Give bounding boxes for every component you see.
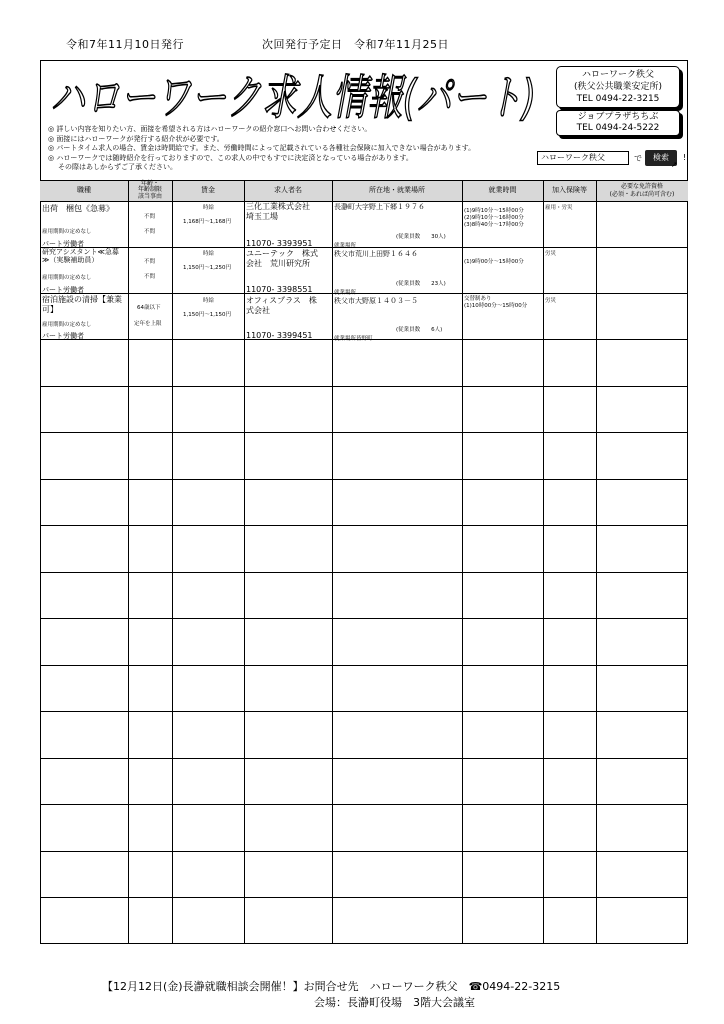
job-address: 秩父市大野原１４０３－５ — [334, 297, 418, 305]
footer-venue-line: 会場：長瀞町役場 3階大会議室 — [314, 996, 475, 1009]
footer-event-line: 【12月12日(金)長瀞就職相談会開催！】お問合せ先 ハローワーク秩父 ☎0494-22-3215 — [102, 980, 561, 993]
age-limit: 不問 — [144, 259, 156, 265]
job-number: 11070- 3398551 — [246, 285, 313, 294]
col-divider — [128, 180, 129, 944]
row-divider — [40, 851, 688, 852]
work-hours: (1)9時00分～15時00分 — [464, 259, 524, 265]
work-place-label: 就業場所 — [334, 336, 357, 342]
notice-item: ◎ 詳しい内容を知りたい方、面接を希望される方はハローワークの紹介窓口へお問い合わせください。 — [48, 125, 372, 133]
employee-count: (従業員数 6人) — [396, 327, 443, 333]
next-issue-date: 次回発行予定日 令和7年11月25日 — [262, 38, 449, 51]
row-divider — [40, 247, 688, 248]
age-reason: 不問 — [144, 229, 156, 235]
notice-item: ◎ パートタイム求人の場合、賃金は時間給です。また、労働時間によって記載されている各種社会保険に加入できない場合があります。 — [48, 144, 476, 152]
plaza-contact-box — [556, 110, 680, 136]
job-title: 宿泊施設の清掃【兼業可】 — [42, 295, 122, 314]
col-divider — [543, 180, 544, 944]
notice-item: ◎ 面接にはハローワークが発行する紹介状が必要です。 — [48, 134, 224, 143]
header-hours: 就業時間 — [488, 186, 517, 194]
job-number: 11070- 3399451 — [246, 331, 313, 340]
job-address: 秩父市荒川上田野１６４６ — [334, 250, 418, 258]
company-name: 三化工業株式会社 埼玉工場 — [246, 202, 310, 221]
insurance: 労災 — [545, 251, 557, 257]
header-location: 所在地・就業場所 — [369, 186, 425, 194]
search-de-text: で — [634, 154, 642, 163]
row-divider — [40, 711, 688, 712]
header-wage: 賃金 — [201, 186, 215, 194]
wage-type: 時給 — [203, 205, 215, 211]
employee-count: (従業員数 23人) — [396, 281, 446, 287]
search-button[interactable]: 検索 — [645, 150, 677, 166]
banner-title-text: ハローワーク求人情報(パート) — [50, 70, 536, 124]
job-title: 出荷 梱包《急募》 — [42, 204, 114, 213]
office-tel: TEL 0494-22-3215 — [576, 94, 660, 104]
search-input[interactable]: ハローワーク秩父 — [537, 151, 629, 165]
col-divider — [596, 180, 597, 944]
row-divider — [40, 897, 688, 898]
row-divider — [40, 804, 688, 805]
job-number: 11070- 3393951 — [246, 239, 313, 248]
work-place-label: 就業場所 — [334, 290, 357, 296]
wage-type: 時給 — [203, 251, 215, 257]
header-license: 必要な免許資格 (必須・あれば尚可含む) — [609, 182, 675, 198]
row-divider — [40, 432, 688, 433]
plaza-tel: TEL 0494-24-5222 — [576, 123, 660, 133]
wage-range: 1,150円～1,250円 — [183, 265, 231, 271]
row-divider — [40, 572, 688, 573]
office-name: ハローワーク秩父 — [581, 70, 654, 80]
employment-period: 雇用期間の定めなし — [42, 275, 92, 281]
col-divider — [332, 180, 333, 944]
issue-date: 令和7年11月10日発行 — [66, 38, 184, 51]
wage-range: 1,168円～1,168円 — [183, 219, 231, 225]
header-age: 年齢・ 年齢制限 該当事由 — [137, 179, 162, 200]
row-divider — [40, 758, 688, 759]
row-divider — [40, 386, 688, 387]
header-company: 求人者名 — [274, 186, 302, 194]
age-limit: 不問 — [144, 214, 156, 220]
job-address: 長瀞町大字野上下郷１９７６ — [334, 203, 425, 211]
employment-type: パート労働者 — [42, 286, 84, 294]
notice-list — [48, 125, 528, 173]
wage-range: 1,150円～1,150円 — [183, 312, 231, 318]
header-insurance: 加入保険等 — [552, 186, 587, 194]
work-hours: (1)9時10分～15時00分 (2)9時10分～16時00分 (3)8時40分～17時00分 — [464, 208, 524, 228]
age-reason: 不問 — [144, 274, 156, 280]
col-divider — [462, 180, 463, 944]
employment-period: 雇用期間の定めなし — [42, 322, 92, 328]
banner-title — [44, 64, 540, 124]
notice-item: ◎ ハローワークでは随時紹介を行っておりますので、この求人の中でもすでに決定済となっている場合があります。 — [48, 153, 413, 162]
employment-type: パート労働者 — [42, 332, 84, 340]
employee-count: (従業員数 30人) — [396, 234, 446, 240]
row-divider — [40, 525, 688, 526]
insurance: 雇用・労災 — [545, 205, 573, 211]
age-reason: 定年を上限 — [134, 321, 162, 327]
work-place-label: 就業場所 — [334, 243, 357, 249]
wage-type: 時給 — [203, 298, 215, 304]
search-exclaim: ! — [683, 153, 687, 162]
row-divider — [40, 479, 688, 480]
cursor-icon: ➚ — [671, 160, 678, 169]
plaza-name: ジョブプラザちちぶ — [577, 112, 659, 122]
header-job: 職種 — [77, 186, 91, 194]
col-divider — [172, 180, 173, 944]
office-official-name: (秩父公共職業安定所) — [573, 82, 663, 92]
employment-period: 雇用期間の定めなし — [42, 229, 92, 235]
job-title: 研究アシスタント≪急募≫（実験補助員） — [42, 248, 119, 264]
notice-item: その際はあしからずご了承ください。 — [58, 163, 177, 171]
row-divider — [40, 618, 688, 619]
work-place: 皆野町 — [356, 336, 373, 342]
insurance: 労災 — [545, 298, 557, 304]
company-name: ユニーテック 株式 会社 荒川研究所 — [246, 249, 318, 268]
office-contact-box — [556, 66, 680, 108]
company-name: オフィスプラス 株 式会社 — [246, 296, 317, 315]
work-hours: 交替制あり (1)10時00分～15時00分 — [464, 296, 528, 309]
row-divider — [40, 293, 688, 294]
col-divider — [244, 180, 245, 944]
row-divider — [40, 665, 688, 666]
age-limit: 64歳以下 — [137, 305, 161, 311]
employment-type: パート労働者 — [42, 240, 84, 248]
